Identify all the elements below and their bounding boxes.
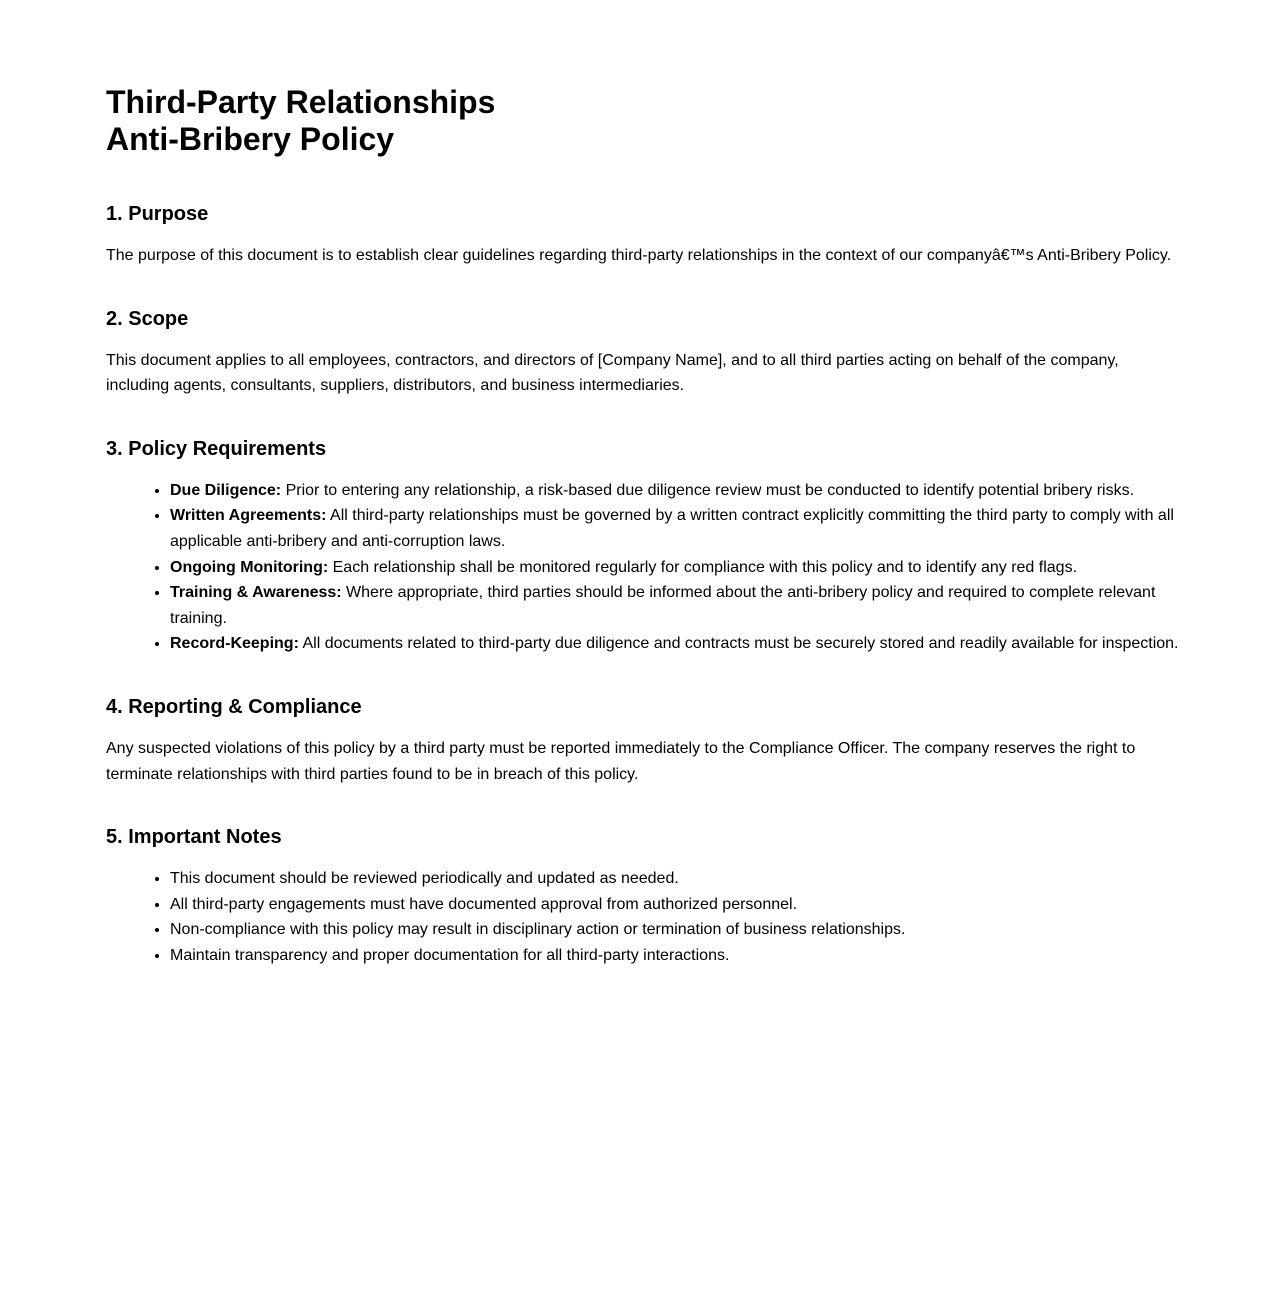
section-heading: 3. Policy Requirements — [106, 437, 327, 460]
section-heading: 5. Important Notes — [106, 826, 282, 849]
item-text: All documents related to third-party due diligence and contracts must be securely stored and readily available for inspection. — [298, 635, 1179, 653]
document-title — [106, 84, 1186, 158]
section-text: The purpose of this document is to establish clear guidelines regarding third-party relationships in the context of our companyâ€™s Anti-Bribery Policy. — [106, 247, 1172, 264]
notes-list — [106, 866, 1186, 968]
title-line-1: Third-Party Relationships — [106, 84, 496, 120]
section-heading: 2. Scope — [106, 307, 189, 330]
item-text: Where appropriate, third parties should be informed about the anti-bribery policy and required to complete relevant training. — [170, 584, 1156, 627]
section-purpose — [106, 202, 1186, 269]
list-item: • All third-party engagements must have documented approval from authorized personnel. — [170, 892, 1186, 918]
item-label: Ongoing Monitoring: — [170, 558, 329, 576]
list-item: • Maintain transparency and proper documentation for all third-party interactions. — [170, 943, 1186, 969]
item-label: Training & Awareness: — [170, 584, 342, 602]
item-label: Written Agreements: — [170, 507, 327, 525]
requirements-list — [106, 478, 1186, 657]
item-text: Prior to entering any relationship, a risk-based due diligence review must be conducted to identify potential bribery risks. — [281, 481, 1135, 499]
list-item — [170, 478, 1186, 504]
section-text: This document applies to all employees, contractors, and directors of [Company Name], and to all third parties acting on behalf of the company, including agents, consultants, suppliers, distributors, and business intermediaries. — [106, 351, 1119, 395]
section-important-notes — [106, 825, 1186, 968]
title-line-2: Anti-Bribery Policy — [106, 121, 395, 157]
section-heading: 4. Reporting & Compliance — [106, 695, 362, 718]
item-label: Record-Keeping: — [170, 635, 299, 653]
list-item — [170, 555, 1186, 581]
list-item: • This document should be reviewed periodically and updated as needed. — [170, 866, 1186, 892]
item-text: Each relationship shall be monitored regularly for compliance with this policy and to identify any red flags. — [328, 558, 1078, 576]
list-item — [170, 580, 1186, 631]
item-text: All third-party relationships must be governed by a written contract explicitly committing the third party to comply with all applicable anti-bribery and anti-corruption laws. — [170, 507, 1174, 550]
section-reporting-compliance — [106, 695, 1186, 787]
section-heading: 1. Purpose — [106, 203, 209, 225]
list-item — [170, 631, 1186, 657]
section-policy-requirements — [106, 437, 1186, 657]
section-text: Any suspected violations of this policy by a third party must be reported immediately to the Compliance Officer. The company reserves the right to terminate relationships with third parties found to be in breach of this policy. — [106, 739, 1136, 783]
list-item — [170, 503, 1186, 554]
item-label: Due Diligence: — [170, 481, 282, 499]
list-item: • Non-compliance with this policy may result in disciplinary action or termination of business relationships. — [170, 917, 1186, 943]
section-scope — [106, 307, 1186, 399]
